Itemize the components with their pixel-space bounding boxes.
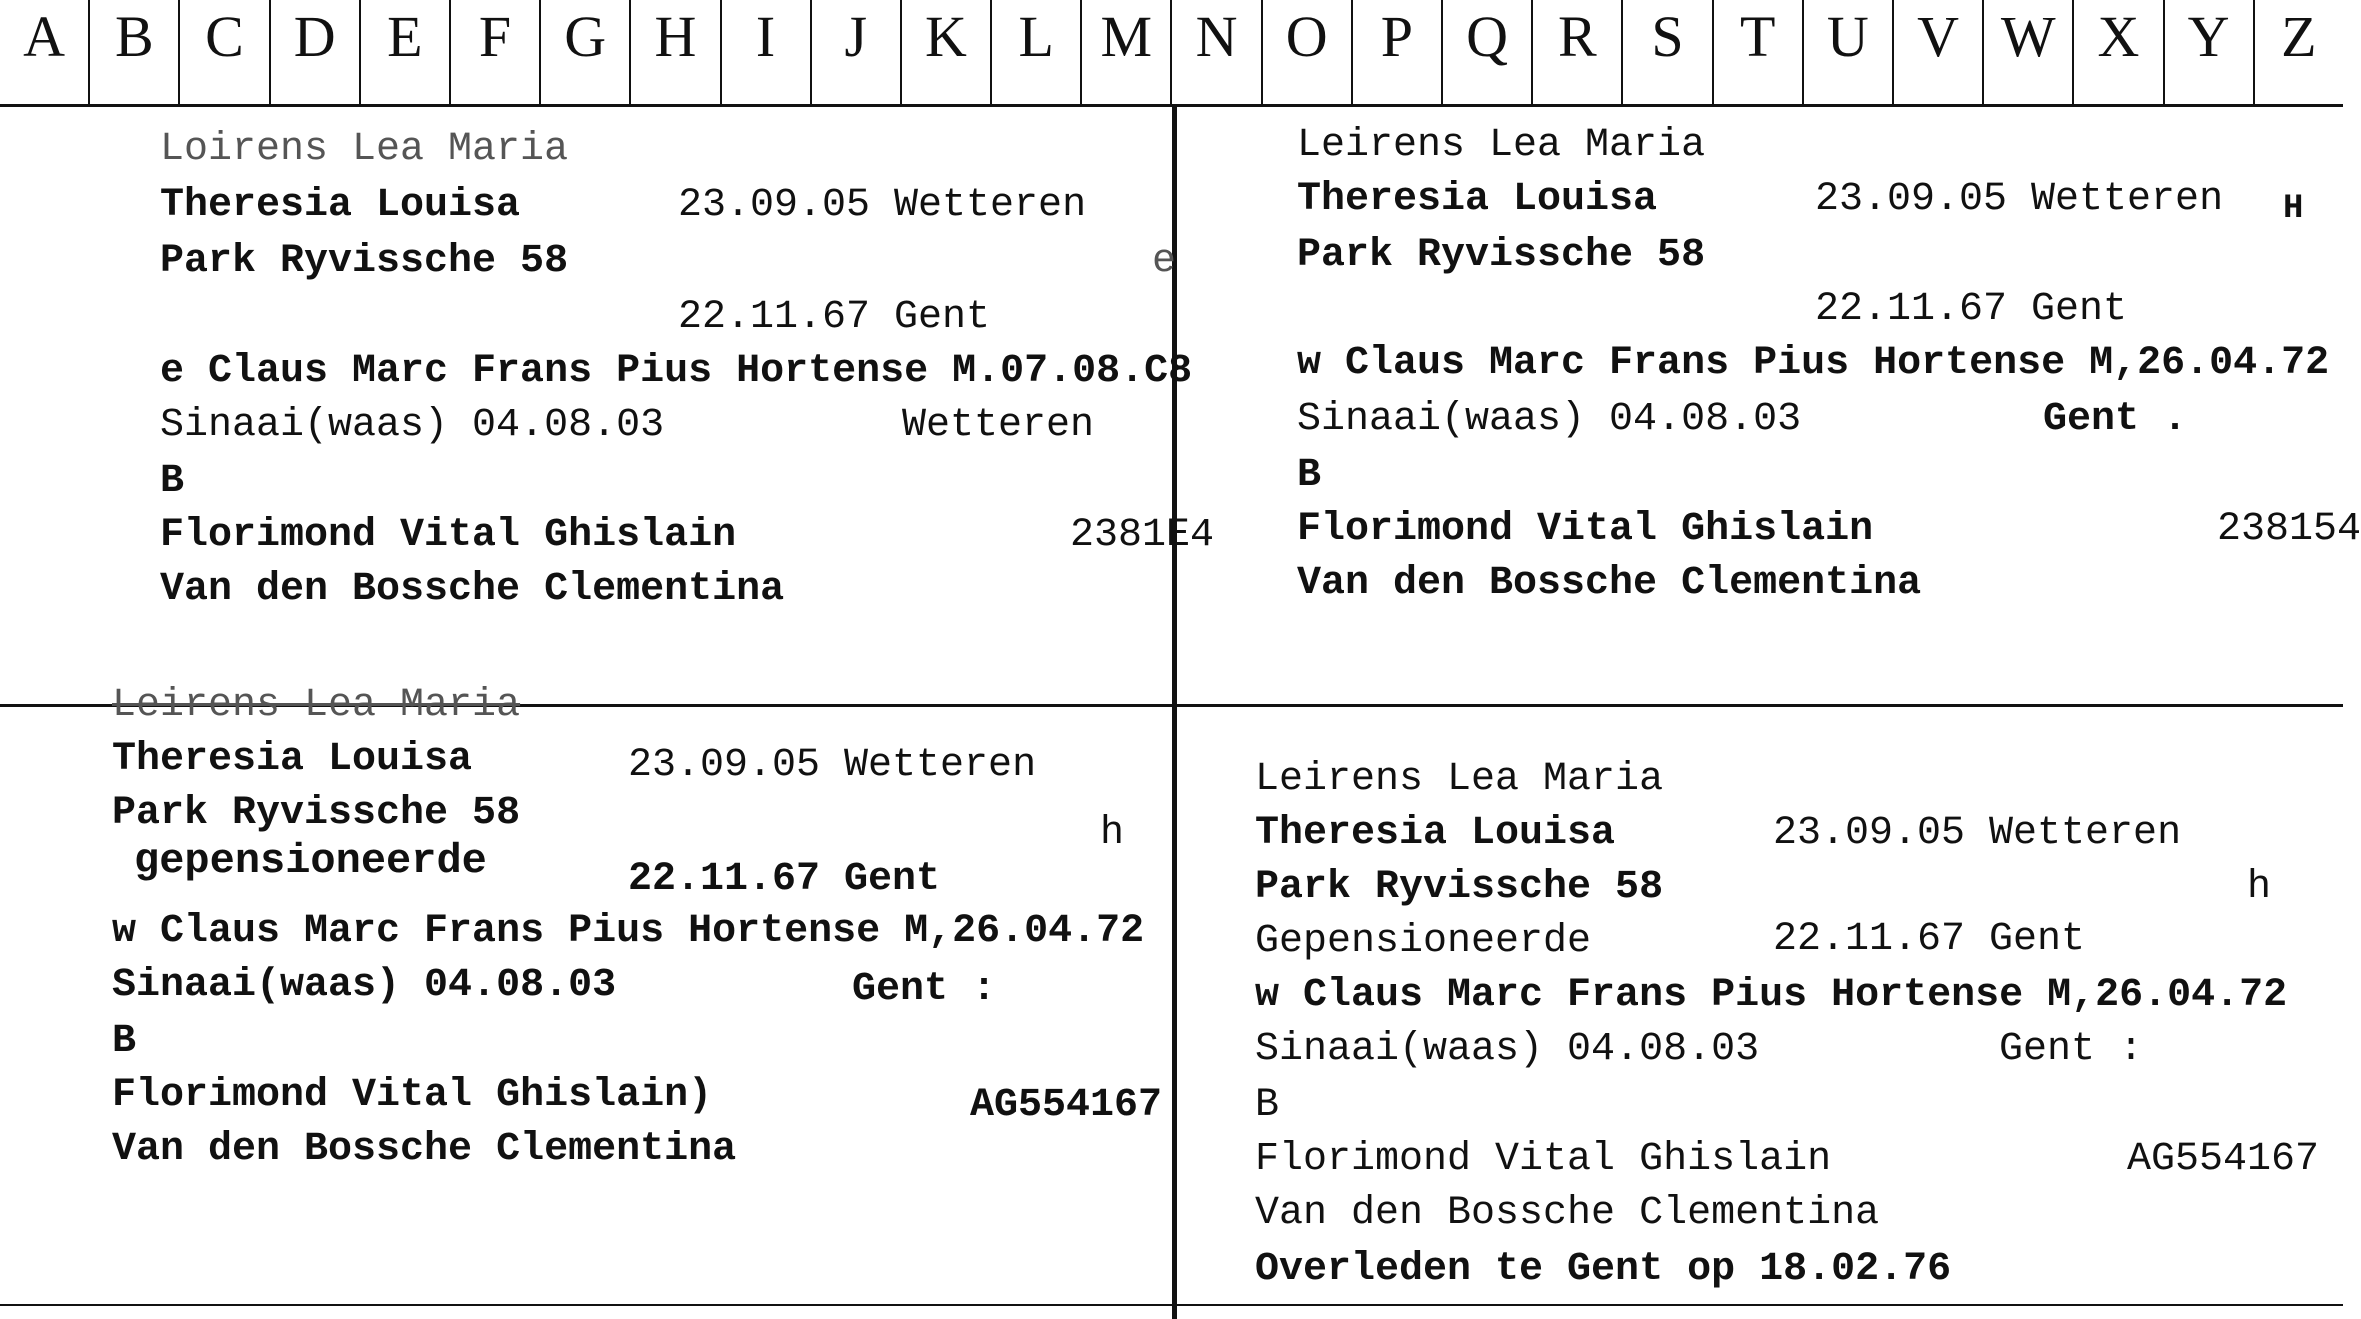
record-card-top-right [1177,108,2361,702]
card-occupation: Gepensioneerde [1255,919,1592,964]
card-spouse: w Claus Marc Frans Pius Hortense M,26.04.72 [1297,341,2330,386]
card-name: Leirens Lea Maria [1297,123,1706,168]
card-spouse-place: Wetteren [902,403,1095,448]
card-mother: Van den Bossche Clementina [112,1127,737,1172]
card-given-names: Theresia Louisa [1255,811,1616,856]
card-father: Florimond Vital Ghislain [160,513,737,558]
card-spouse-birth: Sinaai(waas) 04.08.03 [1255,1027,1760,1072]
card-code: B [1255,1083,1280,1128]
card-margin-mark: H [2283,190,2304,228]
index-letter-x: X [2072,0,2162,104]
card-date: 22.11.67 Gent [678,295,991,340]
alphabet-index [0,0,2343,107]
index-letter-v: V [1892,0,1982,104]
card-spouse-place: Gent . [2043,397,2188,442]
card-date: 22.11.67 Gent [1815,287,2128,332]
card-given-names: Theresia Louisa [1297,177,1658,222]
card-date: 22.11.67 Gent [1773,917,2086,962]
card-name: Leirens Lea Maria [1255,757,1664,802]
card-number: 238154 [2217,507,2361,552]
record-card-bottom-left [0,680,1172,1302]
index-letter-f: F [449,0,539,104]
index-letter-s: S [1621,0,1711,104]
card-given-names: Theresia Louisa [112,737,473,782]
index-letter-a: A [23,4,66,69]
card-birth: 23.09.05 Wetteren [1815,177,2224,222]
card-code: B [160,459,185,504]
card-code: B [112,1019,137,1064]
card-spouse-place: Gent : [1999,1027,2144,1072]
card-margin-mark: h [2247,865,2272,910]
card-spouse-birth: Sinaai(waas) 04.08.03 [112,963,617,1008]
index-letter-e: E [359,0,449,104]
card-birth: 23.09.05 Wetteren [628,743,1037,788]
card-mother: Van den Bossche Clementina [160,567,785,612]
card-spouse: w Claus Marc Frans Pius Hortense M,26.04.72 [112,909,1145,954]
card-margin-mark: e [1152,239,1177,284]
card-spouse: w Claus Marc Frans Pius Hortense M,26.04.72 [1255,973,2288,1018]
card-birth: 23.09.05 Wetteren [1773,811,2182,856]
index-letter-y: Y [2163,0,2253,104]
index-letter-o: O [1261,0,1351,104]
card-occupation: gepensioneerde [134,837,487,885]
index-letter-m: M [1080,0,1170,104]
index-letter-d: D [269,0,359,104]
card-birth: 23.09.05 Wetteren [678,183,1087,228]
index-letter-g: G [539,0,629,104]
card-spouse: e Claus Marc Frans Pius Hortense M.07.08.C8 [160,349,1193,394]
card-death-note: Overleden te Gent op 18.02.76 [1255,1247,1952,1292]
card-address: Park Ryvissche 58 [112,791,521,836]
index-letter-j: J [810,0,900,104]
card-name: Loirens Lea Maria [160,127,569,172]
bottom-rule-left [0,1304,1172,1306]
index-letter-i: I [720,0,810,104]
card-number: AG554167 [970,1083,1163,1128]
horizontal-divider-right [1177,704,2343,707]
card-date: 22.11.67 Gent [628,857,941,902]
card-spouse-place: Gent : [852,967,997,1012]
card-code: B [1297,453,1322,498]
index-letter-r: R [1531,0,1621,104]
card-number: 2381E4 [1070,513,1215,558]
bottom-rule-right [1177,1304,2343,1306]
card-number: AG554167 [2127,1137,2320,1182]
card-spouse-birth: Sinaai(waas) 04.08.03 [160,403,665,448]
card-father: Florimond Vital Ghislain [1255,1137,1832,1182]
card-address: Park Ryvissche 58 [1297,233,1706,278]
index-letter-b: B [88,0,178,104]
card-mother: Van den Bossche Clementina [1255,1191,1880,1236]
card-father: Florimond Vital Ghislain) [112,1073,713,1118]
card-address: Park Ryvissche 58 [1255,865,1664,910]
card-name: Leirens Lea Maria [112,683,521,728]
index-letter-q: Q [1441,0,1531,104]
record-card-bottom-right [1177,708,2343,1302]
card-margin-mark: h [1100,811,1125,856]
index-letter-l: L [990,0,1080,104]
index-letter-z: Z [2253,0,2343,104]
card-address: Park Ryvissche 58 [160,239,569,284]
index-letter-w: W [1982,0,2072,104]
card-mother: Van den Bossche Clementina [1297,561,1922,606]
card-spouse-birth: Sinaai(waas) 04.08.03 [1297,397,1802,442]
card-given-names: Theresia Louisa [160,183,521,228]
index-letter-n: N [1170,0,1260,104]
index-letter-k: K [900,0,990,104]
index-letter-u: U [1802,0,1892,104]
index-letter-p: P [1351,0,1441,104]
card-father: Florimond Vital Ghislain [1297,507,1874,552]
record-card-top-left [0,108,1215,702]
index-letter-h: H [629,0,719,104]
index-letter-t: T [1712,0,1802,104]
index-letter-c: C [178,0,268,104]
